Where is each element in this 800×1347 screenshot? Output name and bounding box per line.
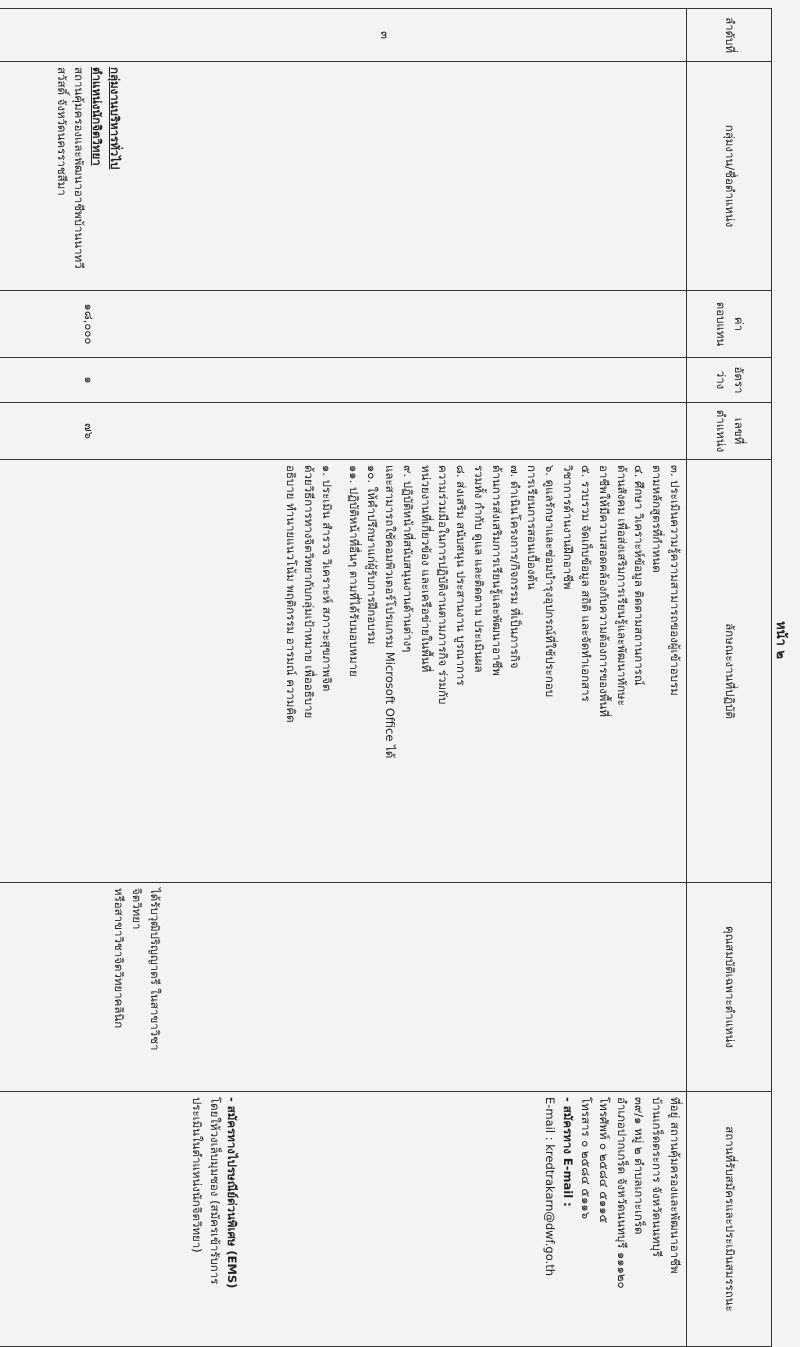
- job-table: [0, 8, 772, 1347]
- table-row: [0, 9, 687, 1347]
- duty-line: ตามหลักสูตรที่กำหนด: [650, 465, 665, 573]
- duty-line: ความร่วมมือในการปฏิบัติงานตามภารกิจ ร่วมกับ: [436, 465, 451, 705]
- duty-line: และสามารถใช้คอมพิวเตอร์โปรแกรม Microsoft Office ได้: [383, 465, 397, 759]
- header-duties: ลักษณะงานที่ปฏิบัติ: [687, 460, 772, 883]
- address-line: บ้านเกร็ดตระการ จังหวัดนนทบุรี: [650, 1097, 665, 1257]
- table-header-row: [687, 9, 772, 1347]
- duty-line: ๗. ดำเนินโครงการ/กิจกรรม ที่เป็นภารกิจ: [507, 465, 522, 669]
- duty-line: ๖. ดูแลรักษาและซ่อมบำรุงอุปกรณ์ที่ใช้ประกอบ: [543, 465, 558, 698]
- duty-line: ๑๑. ปฏิบัติหน้าที่อื่นๆ ตามที่ได้รับมอบหมาย: [347, 465, 362, 677]
- duty-line: ๑๐. ให้คำปรึกษาแก่ผู้รับการฝึกอบรม: [365, 465, 380, 645]
- header-position-no: เลขที่ตำแหน่ง: [687, 403, 772, 460]
- address-line: ที่อยู่ สถานคุ้มครองและพัฒนาอาชีพ: [668, 1097, 682, 1274]
- duty-line: หน่วยงานที่เกี่ยวข้อง และเครือข่ายในพื้นที่: [418, 465, 433, 673]
- duties-list: [345, 465, 683, 877]
- duty-line: ๓. ประเมินความรู้ความสามารถของผู้เข้าอบรม: [668, 465, 682, 696]
- cell-duties: [0, 460, 687, 883]
- phone-line: โทรศัพท์ ๐ ๒๕๘๔ ๕๑๑๕: [596, 1097, 611, 1224]
- duty-line: ๘. ส่งเสริม สนับสนุน ประสานงาน บูรณาการ: [454, 465, 469, 686]
- duty-line: วิชาการด้านงานฝึกอาชีพ: [561, 465, 576, 590]
- cell-no: [0, 9, 687, 62]
- ems-line: โดยให้วงเล็บมุมซอง (สมัครเข้ารับการ: [207, 1097, 222, 1285]
- duty-line: รวมทั้ง กำกับ ดูแล และติดตาม ประเมินผล: [472, 465, 487, 673]
- duty-line: ด้านการส่งเสริมการเรียนรู้และพัฒนาอาชีพ: [489, 465, 504, 676]
- salary-value: ๑๘,๐๐๐: [82, 303, 96, 345]
- header-group: กลุ่มงาน/ชื่อตำแหน่ง: [687, 62, 772, 291]
- cell-application: [0, 1092, 687, 1347]
- cell-position-no: [0, 403, 687, 460]
- duties-new-list: [281, 465, 334, 877]
- group-title: กลุ่มงานบริหารทั่วไป: [108, 67, 122, 170]
- duty-line: อาชีพให้มีความสอดคล้องกับความต้องการของพื้นที่: [596, 465, 611, 717]
- duty-line: ด้านสังคม เพื่อส่งเสริมการเรียนรู้และพัฒนาทักษะ: [614, 465, 629, 706]
- fax-line: โทรสาร ๐ ๒๕๘๔ ๕๑๑๖: [578, 1097, 593, 1220]
- email-line: E-mail : kredtrakarn@dwf.go.th: [543, 1097, 558, 1277]
- header-application: สถานที่รับสมัครและประเมินสมรรถนะ: [687, 1092, 772, 1347]
- duty-line: ๑. ประเมิน สำรวจ วิเคราะห์ สภาวะสุขภาพจิต: [319, 465, 334, 692]
- cell-qualification: [0, 883, 687, 1092]
- header-no: ลำดับที่: [687, 9, 772, 62]
- duty-line: ๙. ปฏิบัติหน้าที่สนับสนุนงานด้านต่างๆ: [400, 465, 415, 653]
- duty-line: การเรียนการสอนเบื้องต้น: [525, 465, 540, 590]
- ems-line: ประเมินในตำแหน่งนักจิตวิทยา): [189, 1097, 204, 1253]
- position-title: ตำแหน่งนักจิตวิทยา: [90, 67, 105, 166]
- cell-group: [0, 62, 687, 291]
- address-line: ๓๙/๑ หมู่ ๒ ตำบลเกาะเกร็ด: [632, 1097, 647, 1235]
- duty-line: ด้วยวิธีการทางจิตวิทยากับกลุ่มเป้าหมาย เพื่ออธิบาย: [301, 465, 316, 719]
- ems-title: - สมัครทางไปรษณีย์ด่วนพิเศษ (EMS): [225, 1097, 240, 1289]
- duty-line: ๔. ศึกษา วิเคราะห์ข้อมูล ติดตามสถานการณ์: [632, 465, 647, 686]
- qualification-line: ได้รับวุฒิปริญญาตรี ในสาขาวิชาจิตวิทยา: [130, 888, 162, 1051]
- duty-line: อธิบาย ทำนายแนวโน้ม พฤติกรรม อารมณ์ ความคิด: [283, 465, 298, 723]
- vacancy-value: ๑: [82, 376, 96, 384]
- page-number: หน้า ๒: [773, 621, 788, 659]
- duty-line: ๕. รวบรวม จัดเก็บข้อมูล สถิติ และจัดทำเอกสาร: [578, 465, 593, 702]
- unit-name: สถานคุ้มครองและพัฒนาอาชีพบ้านนาทวีสวัสดิ์ จังหวัดนครราชสีมา: [54, 67, 87, 269]
- cell-salary: [0, 291, 687, 358]
- email-title: - สมัครทาง E-mail :: [561, 1097, 576, 1207]
- header-vacancy: อัตราว่าง: [687, 358, 772, 403]
- address-line: อำเภอปากเกร็ด จังหวัดนนทบุรี ๑๑๑๒๐: [614, 1097, 629, 1289]
- cell-vacancy: [0, 358, 687, 403]
- row-number: ๓: [378, 31, 392, 39]
- qualification-line: หรือสาขาวิชาจิตวิทยาคลินิก: [112, 888, 127, 1029]
- position-no-value: ๗๖: [82, 423, 96, 439]
- header-qualification: คุณสมบัติเฉพาะตำแหน่ง: [687, 883, 772, 1092]
- header-salary: ค่าตอบแทน: [687, 291, 772, 358]
